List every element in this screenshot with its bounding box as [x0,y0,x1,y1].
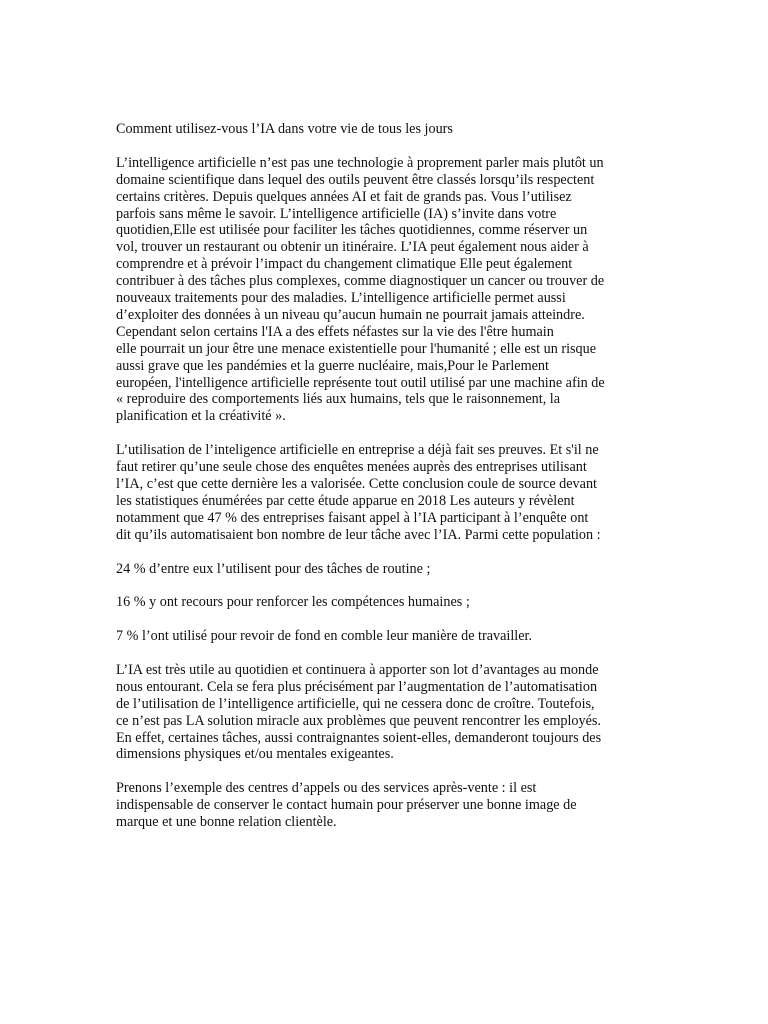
text-line: dimensions physiques et/ou mentales exigeantes. [116,746,394,763]
text-line: « reproduire des comportements liés aux humains, tels que le raisonnement, la [116,391,561,408]
text-line: dit qu’ils automatisaient bon nombre de leur tâche avec l’IA. Parmi cette population : [116,526,601,543]
text-line: de l’utilisation de l’intelligence artificielle, qui ne cessera donc de croître. Toutefois, [116,695,595,712]
text-line: européen, l'intelligence artificielle représente tout outil utilisé par une machine afin de [116,374,605,391]
text-line: marque et une bonne relation clientèle. [116,814,337,831]
text-line: parfois sans même le savoir. L’intelligence artificielle (IA) s’invite dans votre [116,205,557,222]
document-title: Comment utilisez-vous l’IA dans votre vie de tous les jours [116,121,453,137]
text-line: domaine scientifique dans lequel des outils peuvent être classés lorsqu’ils respectent [116,171,595,188]
text-line: Cependant selon certains l'IA a des effets néfastes sur la vie des l'être humain [116,323,554,340]
paragraph-quotidien [116,662,656,763]
text-line: les statistiques énumérées par cette étude apparue en 2018 Les auteurs y révèlent [116,492,575,509]
text-line: d’exploiter des données à un niveau qu’aucun humain ne pourrait jamais atteindre. [116,306,585,323]
text-line: L’utilisation de l’inteligence artificielle en entreprise a déjà fait ses preuves. Et s'il ne [116,442,599,459]
text-line: nouveaux traitements pour des maladies. L’intelligence artificielle permet aussi [116,290,566,307]
text-line: vol, trouver un restaurant ou obtenir un itinéraire. L’IA peut également nous aider à [116,239,589,256]
paragraph-entreprise [116,442,656,543]
text-line: elle pourrait un jour être une menace existentielle pour l'humanité ; elle est un risque [116,340,597,357]
text-line: L’IA est très utile au quotidien et continuera à apporter son lot d’avantages au monde [116,661,599,678]
text-line: indispensable de conserver le contact humain pour préserver une bonne image de [116,797,577,814]
text-line: En effet, certaines tâches, aussi contraignantes soient-elles, demanderont toujours des [116,729,602,746]
text-line: planification et la créativité ». [116,408,286,425]
paragraph-exemple [116,780,656,831]
paragraph-intro [116,155,656,426]
text-line: Prenons l’exemple des centres d’appels ou des services après-vente : il est [116,780,537,797]
stat-routine: 24 % d’entre eux l’utilisent pour des tâches de routine ; [116,560,431,577]
text-line: aussi grave que les pandémies et la guerre nucléaire, mais,Pour le Parlement [116,357,549,374]
text-line: ce n’est pas LA solution miracle aux problèmes que peuvent rencontrer les employés. [116,712,601,729]
stat-competences: 16 % y ont recours pour renforcer les compétences humaines ; [116,594,470,611]
text-line: contribuer à des tâches plus complexes, comme diagnostiquer un cancer ou trouver de [116,273,605,290]
stat-travail: 7 % l’ont utilisé pour revoir de fond en comble leur manière de travailler. [116,628,533,645]
text-line: certains critères. Depuis quelques années AI et fait de grands pas. Vous l’utilisez [116,188,572,205]
text-line: nous entourant. Cela se fera plus précisément par l’augmentation de l’automatisation [116,678,598,695]
text-line: notamment que 47 % des entreprises faisant appel à l’IA participant à l’enquête ont [116,509,589,526]
text-line: L’intelligence artificielle n’est pas une technologie à proprement parler mais plutôt un [116,154,604,171]
text-line: comprendre et à prévoir l’impact du changement climatique Elle peut également [116,256,573,273]
text-line: quotidien,Elle est utilisée pour faciliter les tâches quotidiennes, comme réserver un [116,222,588,239]
document-page [116,121,656,848]
text-line: faut retirer qu’une seule chose des enquêtes menées auprès des entreprises utilisant [116,459,587,476]
text-line: l’IA, c’est que cette dernière les a valorisée. Cette conclusion coule de source devant [116,476,597,492]
